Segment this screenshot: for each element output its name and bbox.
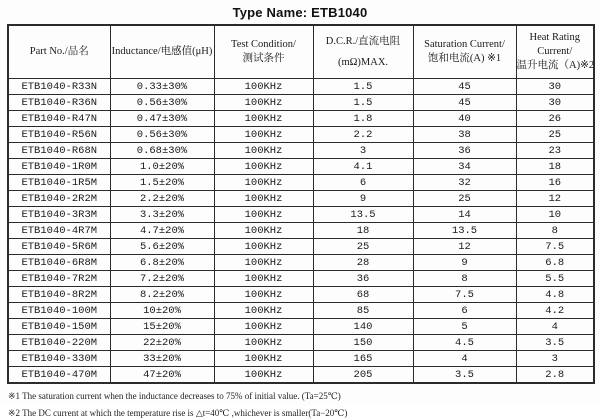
table-cell: 5.6±20% [110,239,214,255]
table-cell: 45 [413,95,516,111]
table-cell: ETB1040-R56N [8,127,110,143]
table-row [8,159,594,175]
table-cell: 100KHz [214,255,313,271]
table-cell: 18 [516,159,594,175]
table-cell: 47±20% [110,367,214,384]
table-cell: 8 [413,271,516,287]
table-cell: 3.5 [516,335,594,351]
table-cell: 100KHz [214,111,313,127]
table-cell: 100KHz [214,303,313,319]
table-cell: 100KHz [214,191,313,207]
table-row [8,335,594,351]
table-cell: 3 [313,143,413,159]
table-cell: ETB1040-2R2M [8,191,110,207]
table-cell: 1.5 [313,95,413,111]
table-cell: 28 [313,255,413,271]
table-row [8,351,594,367]
table-cell: 150 [313,335,413,351]
table-cell: ETB1040-1R0M [8,159,110,175]
table-header-row [8,25,594,79]
table-cell: 14 [413,207,516,223]
table-cell: 5.5 [516,271,594,287]
table-cell: 85 [313,303,413,319]
table-cell: 68 [313,287,413,303]
footnote-heat-rating: ※2 The DC current at which the temperature rise is △t=40℃ ,whichever is smaller(Ta−20℃) [8,407,348,418]
table-cell: 25 [313,239,413,255]
table-cell: 4.2 [516,303,594,319]
table-cell: 4 [413,351,516,367]
table-cell: ETB1040-3R3M [8,207,110,223]
table-cell: 8 [516,223,594,239]
table-cell: 4.7±20% [110,223,214,239]
table-cell: 1.8 [313,111,413,127]
table-row [8,239,594,255]
table-cell: 0.68±30% [110,143,214,159]
table-cell: 4.5 [413,335,516,351]
table-cell: 36 [413,143,516,159]
table-row [8,287,594,303]
table-row [8,79,594,95]
table-row [8,111,594,127]
column-header-test-condition: Test Condition/ 测试条件 [214,25,313,79]
table-cell: 100KHz [214,367,313,384]
footnotes [8,392,600,419]
table-row [8,223,594,239]
table-body [8,79,594,384]
column-header-inductance: Inductance/电感值(μH) [110,25,214,79]
table-cell: 7.5 [516,239,594,255]
table-cell: ETB1040-220M [8,335,110,351]
spec-table [7,24,595,384]
table-cell: 5 [413,319,516,335]
table-cell: 100KHz [214,335,313,351]
table-cell: ETB1040-330M [8,351,110,367]
table-cell: ETB1040-R68N [8,143,110,159]
table-cell: 34 [413,159,516,175]
table-cell: ETB1040-1R5M [8,175,110,191]
table-cell: 3.3±20% [110,207,214,223]
table-row [8,143,594,159]
table-cell: 2.8 [516,367,594,384]
table-cell: ETB1040-R36N [8,95,110,111]
table-cell: 100KHz [214,95,313,111]
table-cell: 9 [313,191,413,207]
table-row [8,271,594,287]
table-cell: 15±20% [110,319,214,335]
page-title: Type Name: ETB1040 [232,5,368,20]
table-cell: 100KHz [214,351,313,367]
table-cell: 9 [413,255,516,271]
table-cell: 0.47±30% [110,111,214,127]
table-row [8,303,594,319]
table-cell: 8.2±20% [110,287,214,303]
table-cell: ETB1040-6R8M [8,255,110,271]
table-cell: 100KHz [214,159,313,175]
table-row [8,255,594,271]
table-cell: 100KHz [214,271,313,287]
table-cell: 3.5 [413,367,516,384]
table-cell: 40 [413,111,516,127]
table-cell: 165 [313,351,413,367]
table-cell: 10±20% [110,303,214,319]
table-cell: 12 [516,191,594,207]
table-cell: ETB1040-470M [8,367,110,384]
table-cell: 100KHz [214,207,313,223]
table-cell: 7.2±20% [110,271,214,287]
table-row [8,207,594,223]
column-header-dcr: D.C.R./直流电阻 (mΩ)MAX. [313,25,413,79]
table-cell: 4 [516,319,594,335]
table-cell: 1.0±20% [110,159,214,175]
table-cell: 140 [313,319,413,335]
table-cell: 4.1 [313,159,413,175]
table-cell: ETB1040-5R6M [8,239,110,255]
table-cell: 6.8±20% [110,255,214,271]
table-cell: 33±20% [110,351,214,367]
table-cell: 100KHz [214,143,313,159]
table-cell: 0.33±30% [110,79,214,95]
table-cell: 6 [313,175,413,191]
table-cell: ETB1040-7R2M [8,271,110,287]
table-cell: 13.5 [413,223,516,239]
table-cell: ETB1040-8R2M [8,287,110,303]
table-row [8,95,594,111]
column-header-saturation-current: Saturation Current/ 饱和电流(A) ※1 [413,25,516,79]
table-cell: 4.8 [516,287,594,303]
table-row [8,191,594,207]
table-cell: ETB1040-R33N [8,79,110,95]
table-cell: 30 [516,95,594,111]
table-cell: 7.5 [413,287,516,303]
table-cell: 25 [413,191,516,207]
table-cell: 1.5 [313,79,413,95]
table-cell: 13.5 [313,207,413,223]
table-cell: 100KHz [214,223,313,239]
table-cell: 25 [516,127,594,143]
table-cell: 38 [413,127,516,143]
table-row [8,367,594,384]
table-cell: 205 [313,367,413,384]
table-cell: ETB1040-100M [8,303,110,319]
table-cell: 16 [516,175,594,191]
table-row [8,175,594,191]
table-cell: 36 [313,271,413,287]
column-header-heat-rating-current: Heat Rating Current/ 温升电流（A)※2 [516,25,594,79]
table-row [8,127,594,143]
table-cell: 22±20% [110,335,214,351]
table-cell: ETB1040-R47N [8,111,110,127]
table-cell: 3 [516,351,594,367]
table-cell: 6 [413,303,516,319]
table-cell: 2.2±20% [110,191,214,207]
table-cell: 1.5±20% [110,175,214,191]
table-cell: 6.8 [516,255,594,271]
table-cell: 100KHz [214,239,313,255]
table-cell: 26 [516,111,594,127]
table-cell: 100KHz [214,127,313,143]
table-cell: 2.2 [313,127,413,143]
table-cell: 0.56±30% [110,127,214,143]
table-cell: 10 [516,207,594,223]
table-cell: 100KHz [214,287,313,303]
table-cell: 23 [516,143,594,159]
table-cell: 100KHz [214,79,313,95]
table-cell: ETB1040-4R7M [8,223,110,239]
table-cell: 45 [413,79,516,95]
table-cell: 100KHz [214,175,313,191]
table-cell: ETB1040-150M [8,319,110,335]
table-cell: 32 [413,175,516,191]
column-header-part-no: Part No./品名 [8,25,110,79]
table-row [8,319,594,335]
table-cell: 0.56±30% [110,95,214,111]
table-cell: 100KHz [214,319,313,335]
table-cell: 12 [413,239,516,255]
table-cell: 30 [516,79,594,95]
table-cell: 18 [313,223,413,239]
footnote-saturation: ※1 The saturation current when the inductance decreases to 75% of initial value. (Ta=25℃) [8,391,341,401]
